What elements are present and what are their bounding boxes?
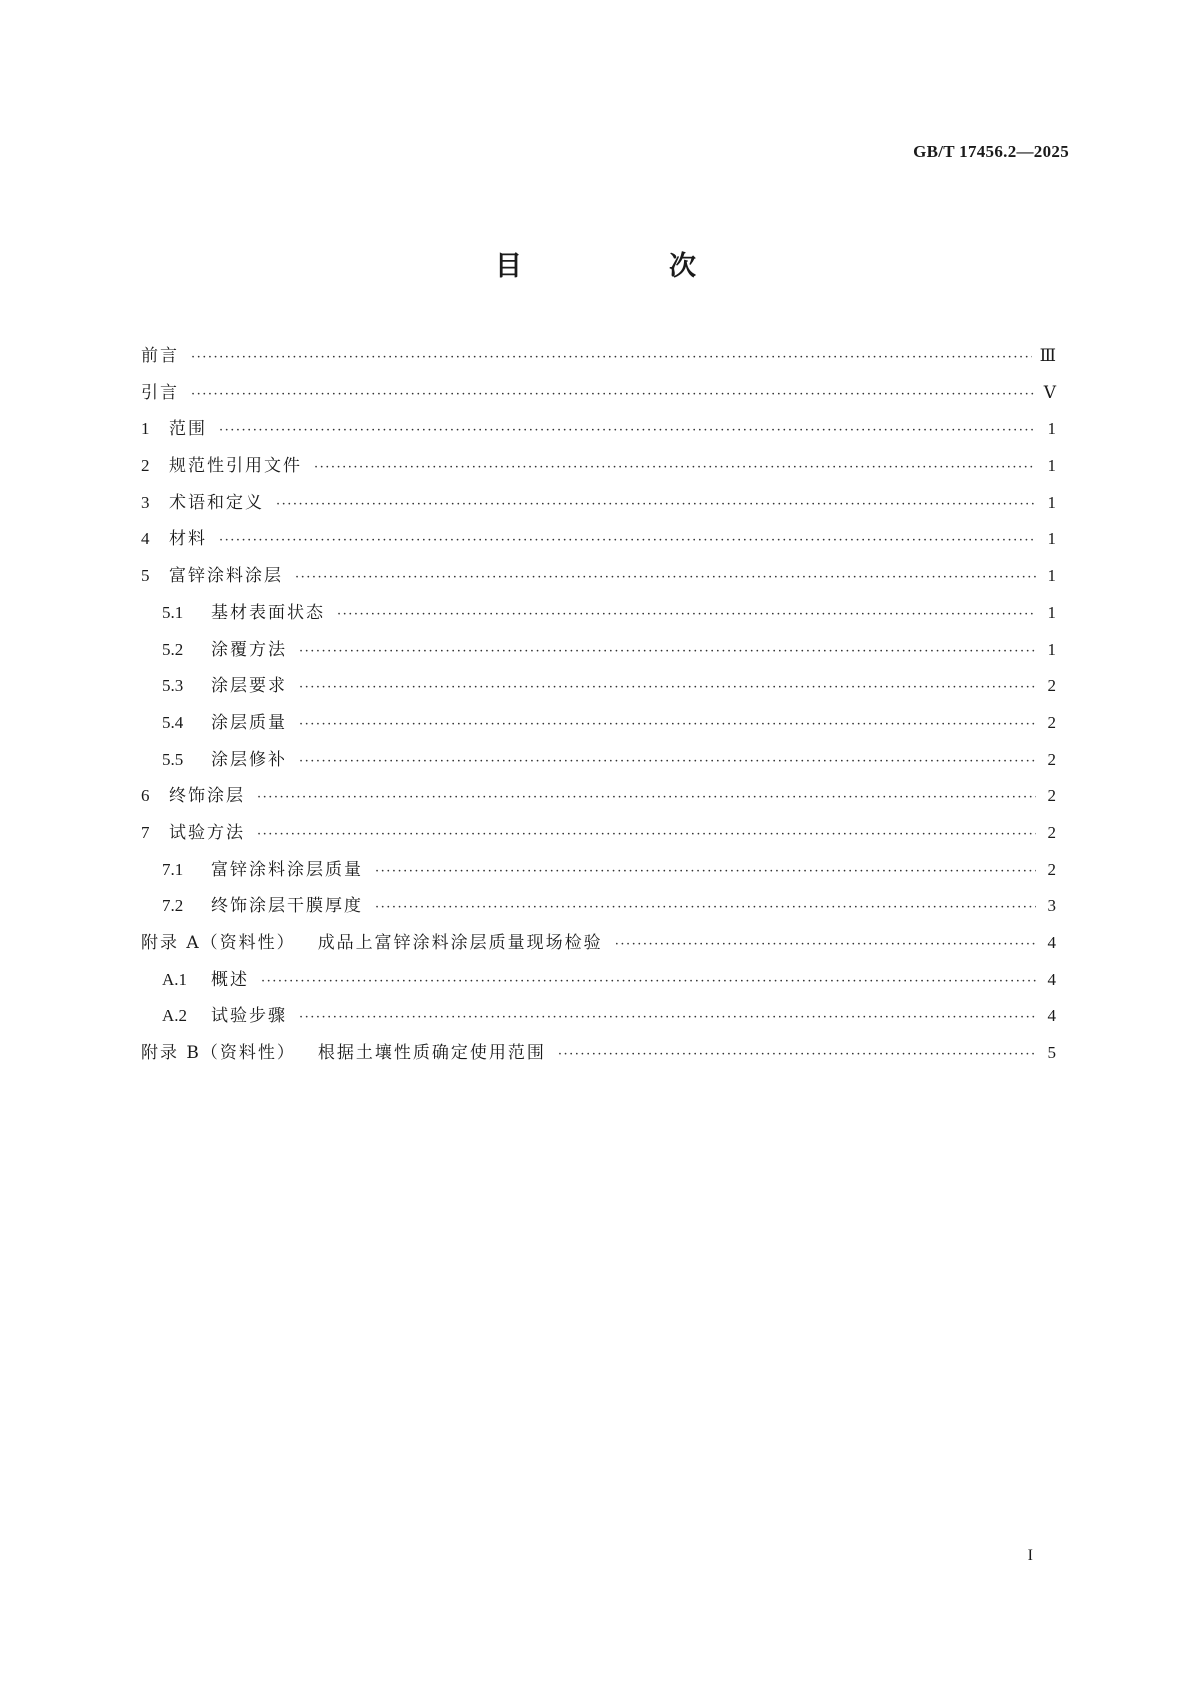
toc-leader-dots — [191, 340, 1032, 377]
toc-entry-5-1[interactable] — [141, 595, 1056, 632]
toc-entry-page: 4 — [1047, 1006, 1056, 1026]
toc-entry-page: 2 — [1047, 859, 1056, 879]
toc-entry-page: 2 — [1047, 822, 1056, 842]
toc-entry-label: 成品上富锌涂料涂层质量现场检验 — [317, 933, 603, 953]
toc-entry-label: 概述 — [211, 969, 249, 990]
toc-entry-number: 7.1 — [162, 859, 184, 879]
toc-entry-label: 前言 — [141, 346, 179, 366]
toc-leader-dots — [558, 1037, 1036, 1074]
toc-entry-6[interactable] — [141, 778, 1056, 815]
toc-entry-5-4[interactable] — [141, 705, 1056, 742]
toc-entry-page: 1 — [1047, 566, 1056, 586]
toc-entry-label: 术语和定义 — [169, 492, 264, 513]
toc-leader-dots — [257, 780, 1036, 817]
toc-entry-annex-a[interactable] — [141, 925, 1056, 962]
toc-annex-prefix: 附录 B（资料性） — [141, 1043, 296, 1064]
toc-entry-foreword[interactable] — [141, 338, 1056, 375]
toc-entry-5-2[interactable] — [141, 632, 1056, 669]
toc-entry-number: 2 — [141, 456, 150, 476]
toc-entry-1[interactable] — [141, 411, 1056, 448]
toc-entry-number: 6 — [141, 786, 150, 806]
toc-entry-label: 终饰涂层干膜厚度 — [211, 896, 363, 917]
toc-entry-number: 5.4 — [162, 712, 184, 732]
toc-leader-dots — [261, 964, 1036, 1001]
toc-entry-page: 1 — [1047, 456, 1056, 476]
toc-entry-label: 材料 — [169, 529, 207, 550]
toc-entry-annex-b[interactable] — [141, 1035, 1056, 1072]
toc-entry-label: 涂层要求 — [211, 676, 287, 697]
toc-entry-number: 4 — [141, 529, 150, 549]
toc-leader-dots — [295, 560, 1036, 597]
toc-leader-dots — [257, 817, 1036, 854]
toc-entry-page: 1 — [1047, 492, 1056, 512]
toc-entry-number: 7 — [141, 822, 150, 842]
toc-entry-number: 5 — [141, 566, 150, 586]
toc-leader-dots — [299, 670, 1036, 707]
toc-entry-a-2[interactable] — [141, 998, 1056, 1035]
toc-leader-dots — [615, 927, 1036, 964]
toc-leader-dots — [191, 377, 1036, 414]
toc-entry-page: 4 — [1047, 969, 1056, 989]
toc-entry-number: 5.3 — [162, 676, 184, 696]
toc-entry-label: 范围 — [169, 419, 207, 440]
toc-leader-dots — [299, 634, 1036, 671]
toc-title: 目 次 — [495, 251, 756, 282]
toc-entry-label: 规范性引用文件 — [169, 456, 302, 477]
toc-leader-dots — [299, 707, 1036, 744]
toc-entry-7-1[interactable] — [141, 852, 1056, 889]
toc-entry-4[interactable] — [141, 521, 1056, 558]
toc-entry-7[interactable] — [141, 815, 1056, 852]
toc-entry-page: 4 — [1047, 933, 1056, 952]
toc-entry-introduction[interactable] — [141, 375, 1056, 412]
toc-entry-number: A.1 — [162, 969, 188, 989]
toc-entry-label: 基材表面状态 — [211, 602, 325, 623]
toc-leader-dots — [314, 450, 1036, 487]
toc-entry-page: 3 — [1047, 896, 1056, 916]
toc-leader-dots — [337, 597, 1036, 634]
toc-entry-number: 5.2 — [162, 639, 184, 659]
toc-entry-number: A.2 — [162, 1006, 188, 1026]
toc-entry-3[interactable] — [141, 485, 1056, 522]
toc-entry-number: 1 — [141, 419, 150, 439]
toc-entry-7-2[interactable] — [141, 888, 1056, 925]
toc-leader-dots — [375, 890, 1036, 927]
toc-entry-page: 1 — [1047, 639, 1056, 659]
table-of-contents — [141, 338, 1056, 1072]
toc-entry-label: 富锌涂料涂层质量 — [211, 859, 363, 880]
toc-entry-label: 富锌涂料涂层 — [169, 566, 283, 587]
toc-entry-2[interactable] — [141, 448, 1056, 485]
toc-entry-number: 3 — [141, 492, 150, 512]
toc-leader-dots — [299, 1000, 1036, 1037]
toc-entry-label: 涂覆方法 — [211, 639, 287, 660]
toc-entry-label: 根据土壤性质确定使用范围 — [317, 1043, 546, 1064]
toc-entry-page: 1 — [1047, 529, 1056, 549]
toc-entry-5[interactable] — [141, 558, 1056, 595]
toc-entry-page: 1 — [1047, 419, 1056, 439]
toc-entry-page: Ⅴ — [1043, 382, 1056, 402]
toc-entry-number: 5.1 — [162, 602, 184, 622]
toc-entry-page: 5 — [1047, 1043, 1056, 1063]
standard-code: GB/T 17456.2—2025 — [913, 142, 1069, 161]
toc-entry-page: 1 — [1047, 602, 1056, 622]
toc-leader-dots — [375, 854, 1036, 891]
toc-entry-label: 引言 — [141, 382, 179, 403]
toc-entry-page: 2 — [1047, 676, 1056, 696]
toc-entry-page: 2 — [1047, 749, 1056, 769]
toc-entry-page: Ⅲ — [1039, 346, 1056, 365]
toc-entry-5-5[interactable] — [141, 742, 1056, 779]
toc-entry-page: 2 — [1047, 786, 1056, 806]
toc-entry-5-3[interactable] — [141, 668, 1056, 705]
toc-entry-label: 终饰涂层 — [169, 786, 245, 807]
page-number: I — [1027, 1547, 1033, 1564]
toc-entry-label: 涂层质量 — [211, 712, 287, 733]
toc-entry-number: 5.5 — [162, 749, 184, 769]
toc-entry-label: 涂层修补 — [211, 749, 287, 770]
toc-entry-a-1[interactable] — [141, 962, 1056, 999]
toc-annex-prefix: 附录 A（资料性） — [141, 933, 296, 953]
toc-entry-page: 2 — [1047, 712, 1056, 732]
toc-leader-dots — [219, 523, 1036, 560]
toc-entry-label: 试验步骤 — [211, 1006, 287, 1027]
toc-entry-number: 7.2 — [162, 896, 184, 916]
toc-leader-dots — [219, 413, 1036, 450]
toc-entry-label: 试验方法 — [169, 822, 245, 843]
toc-leader-dots — [276, 487, 1036, 524]
toc-leader-dots — [299, 744, 1036, 781]
